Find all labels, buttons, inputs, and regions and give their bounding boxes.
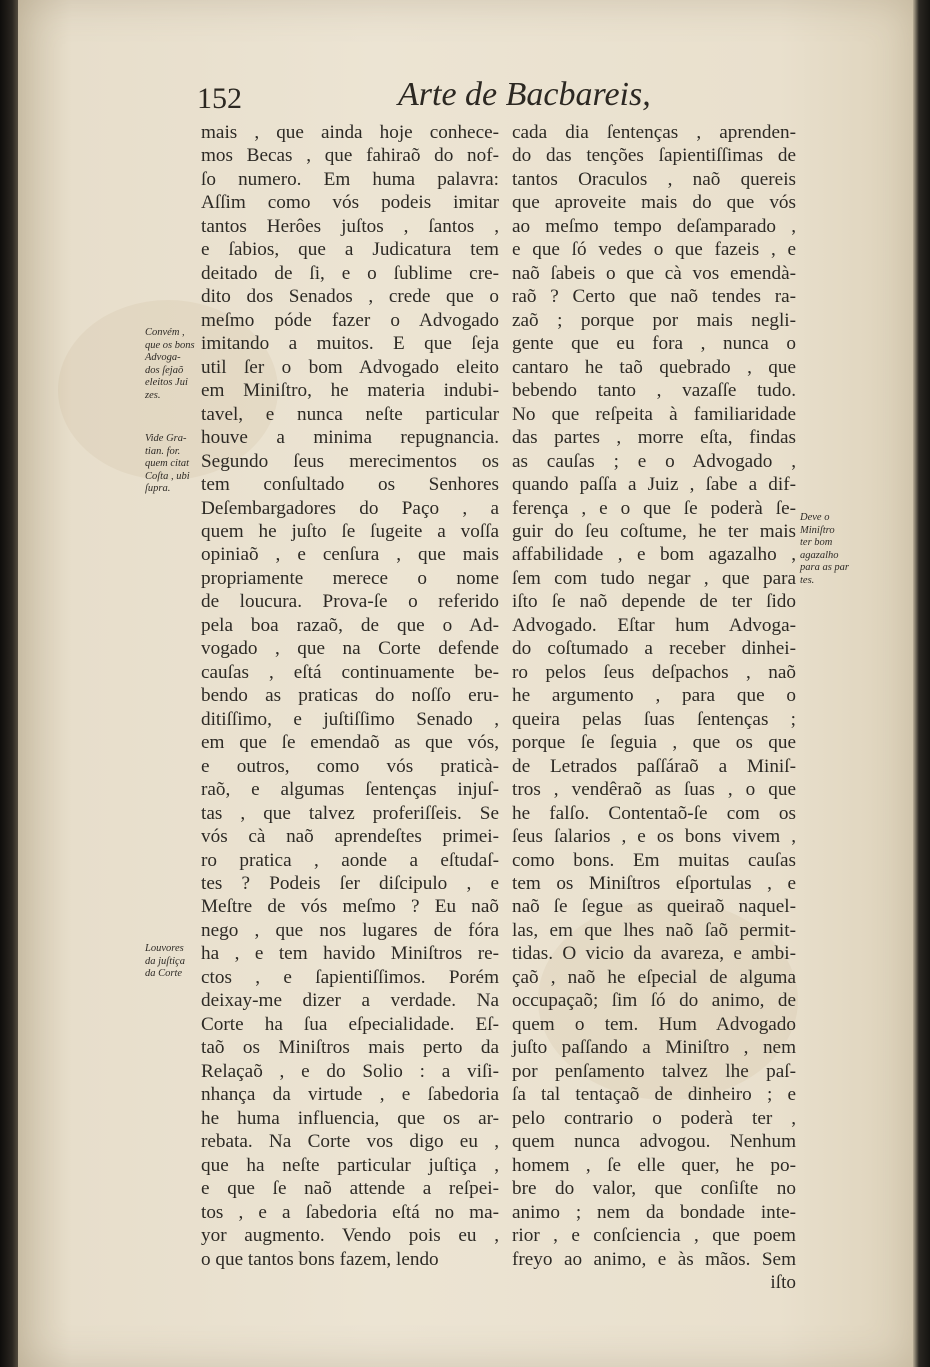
text-line: tidas. O vicio da avareza, e ambi-: [512, 943, 796, 965]
text-line: de Letrados paſſáraõ a Miniſ-: [512, 755, 796, 777]
text-line: cantaro he taõ quebrado , que: [512, 356, 796, 378]
text-line: das partes , morre eſta, findas: [512, 427, 796, 449]
note-line: da juſtiça: [145, 955, 185, 967]
text-line: raõ, e algumas ſentenças injuſ-: [201, 779, 499, 801]
text-line: deixay-me dizer a verdade. Na: [201, 990, 499, 1012]
right-text-column: [512, 121, 796, 1294]
text-line: as cauſas ; e o Advogado ,: [512, 450, 796, 472]
text-line: tes ? Podeis ſer diſcipulo , e: [201, 873, 499, 894]
marginal-note-3: [145, 943, 185, 981]
note-line: zes.: [145, 389, 161, 401]
text-line: quem nunca advogou. Nenhum: [512, 1131, 796, 1153]
text-line: util ſer o bom Advogado eleito: [201, 356, 499, 378]
text-line: queira pelas ſuas ſentenças ;: [512, 708, 796, 730]
text-line: quem o tem. Hum Advogado: [512, 1013, 796, 1035]
text-line: e ſabios, que a Judicatura tem: [201, 239, 499, 261]
text-line: pela boa razaõ, de que o Ad-: [201, 614, 499, 636]
page-edge: [913, 0, 930, 1367]
text-line: em Miniſtro, he materia indubi-: [201, 380, 499, 402]
text-line: dito dos Senados , crede que o: [201, 286, 499, 308]
text-line: Meſtre de vós meſmo ? Eu naõ: [201, 896, 499, 918]
text-line: ſo numero. Em huma palavra:: [201, 168, 499, 190]
text-line: porque ſe ſeguia , que os que: [512, 732, 796, 754]
text-line: tantos Herôes juſtos , ſantos ,: [201, 215, 499, 237]
text-line: cada dia ſentenças , aprenden-: [512, 122, 796, 143]
text-line: naõ ſe ſegue as queiraõ naquel-: [512, 896, 796, 918]
text-line: ſa tal tentaçaõ de dinheiro ; e: [512, 1084, 796, 1106]
text-line: o que tantos bons fazem, lendo: [201, 1248, 439, 1270]
page-number: 152: [197, 82, 242, 115]
text-line: rebata. Na Corte vos digo eu ,: [201, 1131, 499, 1153]
text-line: mos Becas , que fahiraõ do nof-: [201, 145, 499, 167]
note-line: quem citat: [145, 458, 190, 469]
text-line: por penſamento talvez lhe paſ-: [512, 1060, 796, 1082]
text-line: animo ; nem da bondade inte-: [512, 1201, 796, 1223]
note-line: Convém ,: [145, 327, 185, 338]
text-line: las, em que lhes naõ ſaõ permit-: [512, 919, 796, 941]
note-line: ter bom: [800, 537, 833, 548]
text-line: quem he juſto ſe ſugeite a voſſa: [201, 520, 499, 542]
text-line: rior , e conſciencia , que poem: [512, 1225, 796, 1247]
note-line: da Corte: [145, 968, 183, 979]
note-line: tian. for.: [145, 445, 181, 457]
text-line: como bons. Em muitas cauſas: [512, 849, 796, 871]
note-line: Deve o: [800, 512, 830, 523]
note-line: ſupra.: [145, 483, 171, 494]
note-line: tes.: [800, 574, 815, 586]
note-line: Advoga-: [145, 352, 181, 363]
note-line: Vide Gra-: [145, 433, 187, 444]
note-line: dos ſejaõ: [145, 364, 184, 376]
text-line: meſmo póde fazer o Advogado: [201, 309, 499, 331]
text-line: do coſtumado a receber dinhei-: [512, 638, 796, 660]
text-line: ro pratica , aonde a eſtudaſ-: [201, 849, 499, 871]
text-line: yor augmento. Vendo pois eu ,: [201, 1225, 499, 1247]
text-line: Relaçaõ , e do Solio : a viſi-: [201, 1060, 499, 1082]
note-line: para as par: [800, 562, 850, 573]
text-line: Corte ha ſua eſpecialidade. Eſ-: [201, 1013, 499, 1035]
text-line: Aſſim como vós podeis imitar: [201, 192, 499, 214]
text-line: de loucura. Prova-ſe o referido: [201, 591, 499, 613]
text-line: homem , ſe elle quer, he po-: [512, 1154, 796, 1176]
text-line: vogado , que na Corte defende: [201, 638, 499, 660]
text-line: em que ſe emendaõ as que vós,: [201, 732, 499, 754]
text-line: bebendo tanto , vazaſſe tudo.: [512, 380, 796, 402]
text-line: Segundo ſeus merecimentos os: [201, 450, 499, 472]
text-line: tros , vendêraõ as ſuas , o que: [512, 779, 796, 801]
text-line: iſto: [770, 1271, 796, 1293]
text-line: naõ ſabeis o que cà vos emendà-: [512, 262, 796, 284]
text-line: freyo ao animo, e às mãos. Sem: [512, 1248, 796, 1270]
text-line: çaõ , naõ he eſpecial de alguma: [512, 966, 796, 988]
text-line: nego , que nos lugares de fóra: [201, 919, 499, 941]
text-line: Advogado. Eſtar hum Advoga-: [512, 614, 796, 636]
text-line: que aproveite mais do que vós: [512, 192, 796, 214]
running-title: Arte de Bacbareis,: [398, 76, 651, 113]
note-line: que os bons: [145, 339, 195, 351]
text-line: he argumento , para que o: [512, 685, 796, 707]
note-line: Coſta , ubi: [145, 470, 190, 482]
text-line: que ha neſte particular juſtiça ,: [201, 1154, 499, 1176]
text-line: raõ ? Certo que naõ tendes ra-: [512, 286, 796, 308]
text-line: gente que eu fora , nunca o: [512, 333, 796, 355]
text-line: quando paſſa a Juiz , ſabe a dif-: [512, 474, 796, 496]
text-line: iſto ſe naõ depende de ter ſido: [512, 591, 796, 613]
text-line: affabilidade , e bom agazalho ,: [512, 544, 796, 566]
text-line: No que reſpeita à familiaridade: [512, 403, 796, 425]
note-line: Louvores: [145, 943, 184, 954]
text-line: deitado de ſi, e o ſublime cre-: [201, 262, 499, 284]
text-line: tem conſultado os Senhores: [201, 474, 499, 496]
text-line: taõ os Miniſtros mais perto da: [201, 1037, 499, 1059]
text-line: ao meſmo tempo deſamparado ,: [512, 215, 796, 237]
text-line: ha , e tem havido Miniſtros re-: [201, 943, 499, 965]
text-line: Deſembargadores do Paço , a: [201, 497, 499, 519]
text-line: do das tenções ſapientiſſimas de: [512, 145, 796, 167]
left-text-column: [201, 121, 499, 1271]
text-line: tantos Oraculos , naõ quereis: [512, 168, 796, 190]
text-line: ro pelos ſeus deſpachos , naõ: [512, 661, 796, 683]
text-line: cauſas , eſtá continuamente be-: [201, 661, 499, 683]
text-line: houve a minima repugnancia.: [201, 427, 499, 449]
text-line: ferença , e o que ſe poderà ſe-: [512, 497, 796, 519]
text-line: propriamente merece o nome: [201, 567, 499, 589]
marginal-note-2: [145, 433, 190, 496]
text-line: zaõ ; porque por mais negli-: [512, 309, 796, 331]
text-line: vós cà naõ aprendeſtes primei-: [201, 826, 499, 848]
text-line: mais , que ainda hoje conhece-: [201, 122, 499, 143]
text-line: e que ſó vedes o que fazeis , e: [512, 239, 796, 261]
note-line: Miniſtro: [800, 524, 835, 536]
text-line: tavel, e nunca neſte particular: [201, 403, 499, 425]
text-line: imitando a muitos. E que ſeja: [201, 333, 499, 355]
text-line: ſeus ſalarios , e os bons vivem ,: [512, 826, 796, 848]
text-line: e outros, como vós praticà-: [201, 755, 499, 777]
text-line: pelo contrario o poderà ter ,: [512, 1107, 796, 1129]
text-line: he huma influencia, que os ar-: [201, 1107, 499, 1129]
text-line: tos , e a ſabedoria eſtá no ma-: [201, 1201, 499, 1223]
text-line: tas , que talvez proferiſſeis. Se: [201, 802, 499, 824]
note-line: eleitos Jui: [145, 377, 188, 388]
text-line: tem os Miniſtros eſportulas , e: [512, 873, 796, 894]
text-line: bendo as praticas do noſſo eru-: [201, 685, 499, 707]
note-line: agazalho: [800, 549, 839, 561]
text-line: juſto paſſando a Miniſtro , nem: [512, 1037, 796, 1059]
marginal-note-4: [800, 512, 849, 587]
text-line: nhança da virtude , e ſabedoria: [201, 1084, 499, 1106]
text-line: ditiſſimo, e juſtiſſimo Senado ,: [201, 708, 499, 730]
text-line: opiniaõ , e cenſura , que mais: [201, 544, 499, 566]
text-line: ctos , e ſapientiſſimos. Porém: [201, 966, 499, 988]
text-line: ſem com tudo negar , que para: [512, 567, 796, 589]
text-line: he falſo. Contentaõ-ſe com os: [512, 802, 796, 824]
text-line: bre do valor, que conſiſte no: [512, 1178, 796, 1200]
marginal-note-1: [145, 327, 195, 402]
text-line: e que ſe naõ attende a reſpei-: [201, 1178, 499, 1200]
text-line: guir do ſeu coſtume, he ter mais: [512, 520, 796, 542]
text-line: occupaçaõ; ſim ſó do animo, de: [512, 990, 796, 1012]
